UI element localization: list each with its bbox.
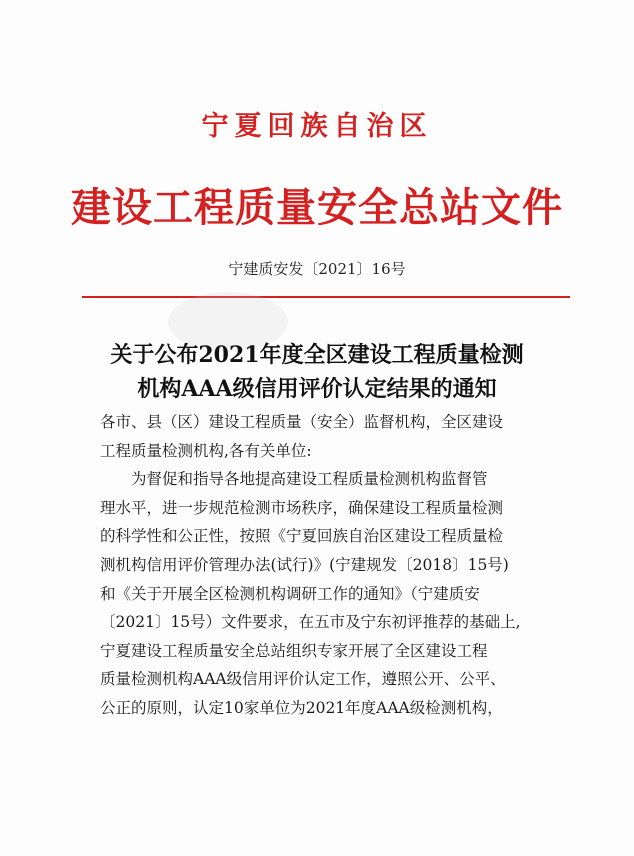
paragraph-line: 的科学性和公正性，按照《宁夏回族自治区建设工程质量检: [100, 527, 504, 546]
issuer-title: 建设工程质量安全总站文件: [71, 184, 563, 231]
paragraph-line: 宁夏建设工程质量安全总站组织专家开展了全区建设工程: [100, 641, 488, 660]
issuer-region: 宁夏回族自治区: [201, 111, 433, 142]
notice-title: [0, 338, 634, 406]
addressee-line-1: 各市、县（区）建设工程质量（安全）监督机构，全区建设: [100, 413, 504, 431]
notice-body: [100, 408, 540, 723]
addressee-line-2: 工程质量检测机构,各有关单位:: [100, 441, 312, 460]
red-divider-line: [82, 296, 570, 298]
paragraph-line: 公正的原则，认定10家单位为2021年度AAA级检测机构，: [100, 698, 503, 717]
paragraph-line: 测机构信用评价管理办法(试行)》(宁建规发〔2018〕15号): [100, 555, 509, 574]
notice-title-line-2: 机构AAA级信用评价认定结果的通知: [137, 376, 497, 402]
notice-title-line-1: 关于公布2021年度全区建设工程质量检测: [110, 342, 524, 368]
paragraph-line: 〔2021〕15号）文件要求，在五市及宁东初评推荐的基础上,: [100, 613, 521, 632]
paragraph-line: 为督促和指导各地提高建设工程质量检测机构监督管: [131, 470, 488, 489]
paragraph-line: 理水平，进一步规范检测市场秩序，确保建设工程质量检测: [100, 498, 504, 517]
paragraph-line: 和《关于开展全区检测机构调研工作的通知》（宁建质安: [100, 584, 480, 603]
paragraph-line: 质量检测机构AAA级信用评价认定工作，遵照公开、公平、: [100, 670, 506, 689]
document-number: 宁建质安发〔2021〕16号: [228, 260, 406, 278]
